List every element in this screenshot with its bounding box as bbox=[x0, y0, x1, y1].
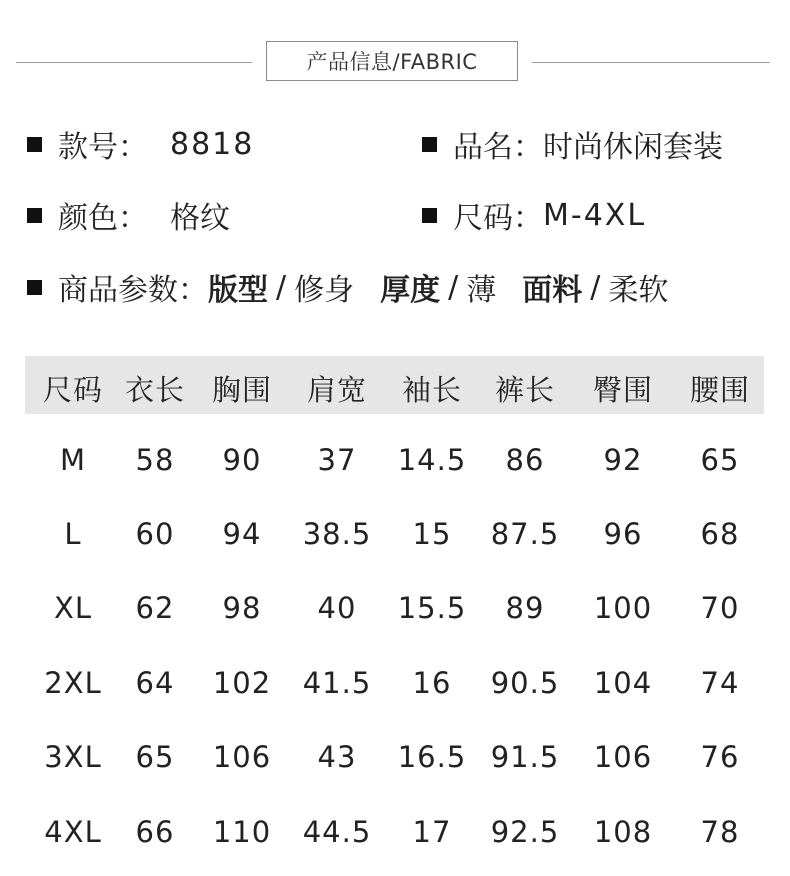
param-thickness-key: 厚度 bbox=[380, 273, 441, 308]
info-product-name bbox=[422, 122, 723, 166]
size-table-value-cell: 44.5 bbox=[302, 815, 372, 849]
size-table-value-cell: 65 bbox=[135, 740, 175, 774]
size-table-value-cell: 74 bbox=[700, 666, 740, 700]
section-title bbox=[266, 41, 518, 81]
info-params bbox=[27, 265, 668, 309]
size-table-value-cell: 90 bbox=[222, 443, 262, 477]
bullet-icon bbox=[422, 208, 437, 223]
size-table-value-cell: 60 bbox=[135, 517, 175, 551]
bullet-icon bbox=[27, 137, 42, 152]
size-table-value-cell: 40 bbox=[317, 591, 357, 625]
size-table-value-cell: 90.5 bbox=[490, 666, 560, 700]
size-table-value-cell: 15 bbox=[412, 517, 452, 551]
size-table-value-cell: 108 bbox=[593, 815, 653, 849]
size-table-header-cell: 袖长 bbox=[401, 373, 463, 407]
size-table-value-cell: 86 bbox=[505, 443, 545, 477]
size-table-value-cell: 91.5 bbox=[490, 740, 560, 774]
param-fit-key: 版型 bbox=[208, 273, 268, 308]
size-table-value-cell: 76 bbox=[700, 740, 740, 774]
size-table-value-cell: 87.5 bbox=[490, 517, 560, 551]
size-table-size-cell: XL bbox=[53, 591, 93, 625]
size-table-value-cell: 15.5 bbox=[397, 591, 467, 625]
param-fabric-value: 柔软 bbox=[608, 273, 669, 308]
info-size bbox=[422, 193, 646, 237]
color-label: 颜色： bbox=[58, 201, 148, 236]
size-table-header-cell: 腰围 bbox=[689, 373, 751, 407]
size-table-value-cell: 62 bbox=[135, 591, 175, 625]
size-table-value-cell: 37 bbox=[317, 443, 357, 477]
size-table-value-cell: 102 bbox=[212, 666, 272, 700]
size-table-value-cell: 100 bbox=[593, 591, 653, 625]
size-table-value-cell: 92 bbox=[603, 443, 643, 477]
size-table-value-cell: 58 bbox=[135, 443, 175, 477]
size-table-value-cell: 16 bbox=[412, 666, 452, 700]
params-label: 商品参数： bbox=[58, 273, 208, 308]
size-table-header-cell: 尺码 bbox=[42, 373, 104, 407]
bullet-icon bbox=[422, 137, 437, 152]
title-rule-left bbox=[16, 62, 252, 63]
size-table-value-cell: 65 bbox=[700, 443, 740, 477]
product-name-value: 时尚休闲套装 bbox=[543, 130, 723, 165]
bullet-icon bbox=[27, 208, 42, 223]
size-table-value-cell: 16.5 bbox=[397, 740, 467, 774]
param-fit-value: 修身 bbox=[294, 273, 355, 308]
style-no-label: 款号： bbox=[58, 130, 148, 165]
size-table-size-cell: L bbox=[64, 517, 82, 551]
size-value: M-4XL bbox=[543, 197, 647, 233]
size-table-value-cell: 94 bbox=[222, 517, 262, 551]
style-no-value: 8818 bbox=[170, 126, 255, 162]
size-table-value-cell: 110 bbox=[212, 815, 272, 849]
size-table-header-cell: 裤长 bbox=[494, 373, 556, 407]
title-rule-right bbox=[532, 62, 770, 63]
size-table-value-cell: 106 bbox=[212, 740, 272, 774]
color-value: 格纹 bbox=[170, 201, 230, 236]
size-table-value-cell: 78 bbox=[700, 815, 740, 849]
size-table-header-cell: 臀围 bbox=[592, 373, 654, 407]
param-thickness-separator: / bbox=[448, 269, 459, 305]
info-color bbox=[27, 193, 230, 237]
size-table-value-cell: 92.5 bbox=[490, 815, 560, 849]
size-table-value-cell: 38.5 bbox=[302, 517, 372, 551]
size-table-value-cell: 17 bbox=[412, 815, 452, 849]
info-style-no bbox=[27, 122, 254, 166]
size-table-value-cell: 68 bbox=[700, 517, 740, 551]
size-table-value-cell: 70 bbox=[700, 591, 740, 625]
size-table-value-cell: 66 bbox=[135, 815, 175, 849]
size-table-value-cell: 106 bbox=[593, 740, 653, 774]
section-title-text: 产品信息/FABRIC bbox=[306, 50, 478, 74]
size-table-size-cell: 4XL bbox=[44, 815, 102, 849]
size-table-value-cell: 64 bbox=[135, 666, 175, 700]
param-fabric-separator: / bbox=[590, 269, 601, 305]
param-fit-separator: / bbox=[276, 269, 287, 305]
size-table-value-cell: 14.5 bbox=[397, 443, 467, 477]
size-table-header-cell: 衣长 bbox=[124, 373, 186, 407]
size-table-header-cell: 肩宽 bbox=[306, 373, 368, 407]
size-table-value-cell: 96 bbox=[603, 517, 643, 551]
size-label: 尺码： bbox=[453, 201, 543, 236]
size-table-size-cell: 2XL bbox=[44, 666, 102, 700]
bullet-icon bbox=[27, 280, 42, 295]
size-table-value-cell: 43 bbox=[317, 740, 357, 774]
size-table-value-cell: 104 bbox=[593, 666, 653, 700]
param-thickness-value: 薄 bbox=[466, 273, 497, 308]
size-table-value-cell: 89 bbox=[505, 591, 545, 625]
size-table-value-cell: 98 bbox=[222, 591, 262, 625]
size-table-header-cell: 胸围 bbox=[211, 373, 273, 407]
size-table-size-cell: 3XL bbox=[44, 740, 102, 774]
product-name-label: 品名： bbox=[453, 130, 543, 165]
size-table-value-cell: 41.5 bbox=[302, 666, 372, 700]
param-fabric-key: 面料 bbox=[522, 273, 583, 308]
size-table-size-cell: M bbox=[59, 443, 87, 477]
